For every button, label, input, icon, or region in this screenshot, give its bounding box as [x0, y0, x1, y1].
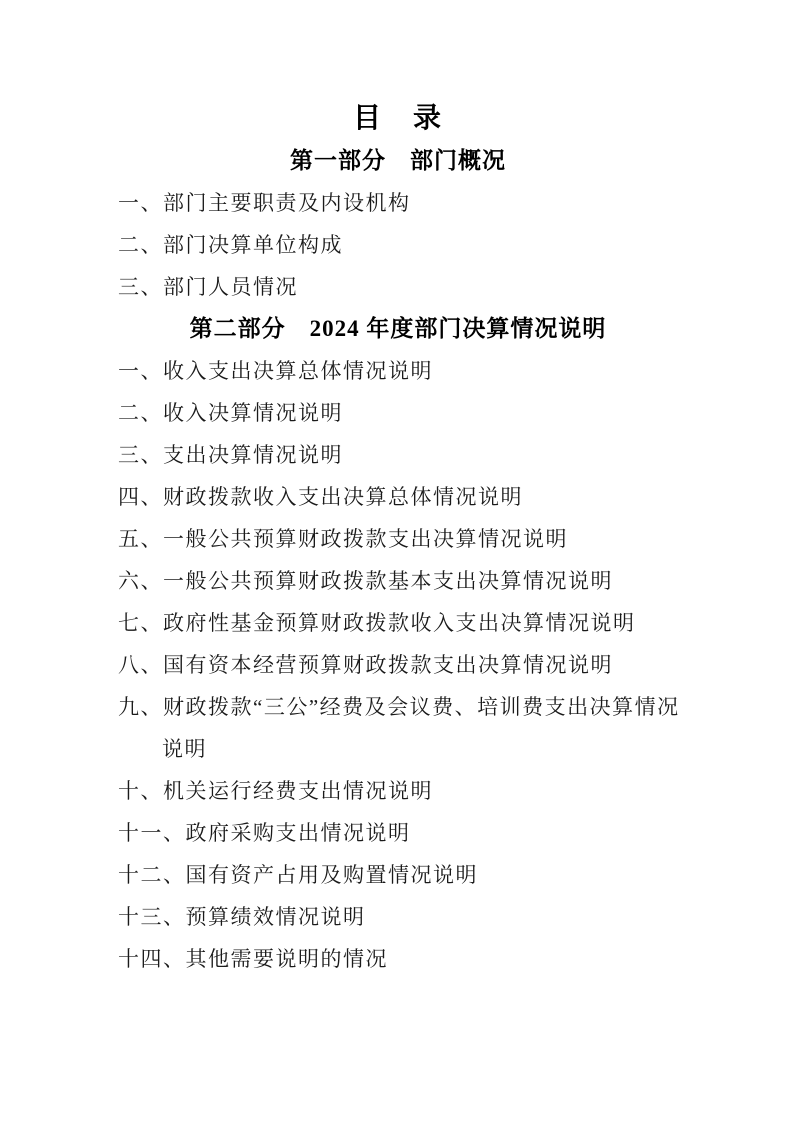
toc-item: 一、部门主要职责及内设机构 — [118, 191, 411, 215]
toc-item: 十一、政府采购支出情况说明 — [118, 821, 411, 845]
section-heading-1: 第一部分 部门概况 — [290, 148, 506, 173]
toc-item: 十三、预算绩效情况说明 — [118, 905, 366, 929]
toc-item: 一、收入支出决算总体情况说明 — [118, 359, 433, 383]
toc-item: 四、财政拨款收入支出决算总体情况说明 — [118, 485, 523, 509]
toc-item: 八、国有资本经营预算财政拨款支出决算情况说明 — [118, 653, 613, 677]
toc-item: 十四、其他需要说明的情况 — [118, 947, 388, 971]
toc-item: 七、政府性基金预算财政拨款收入支出决算情况说明 — [118, 611, 636, 635]
toc-item: 三、部门人员情况 — [118, 275, 298, 299]
toc-item: 二、收入决算情况说明 — [118, 401, 343, 425]
document-title: 目 录 — [352, 103, 443, 134]
toc-item: 六、一般公共预算财政拨款基本支出决算情况说明 — [118, 569, 613, 593]
section-heading-2: 第二部分 2024 年度部门决算情况说明 — [189, 316, 607, 341]
toc-item: 九、财政拨款“三公”经费及会议费、培训费支出决算情况 — [118, 695, 680, 719]
toc-item: 十、机关运行经费支出情况说明 — [118, 779, 433, 803]
toc-item-continuation: 说明 — [162, 737, 207, 761]
toc-item: 三、支出决算情况说明 — [118, 443, 343, 467]
toc-item: 二、部门决算单位构成 — [118, 233, 343, 257]
toc-body — [118, 140, 678, 980]
toc-item: 五、一般公共预算财政拨款支出决算情况说明 — [118, 527, 568, 551]
toc-item: 十二、国有资产占用及购置情况说明 — [118, 863, 478, 887]
